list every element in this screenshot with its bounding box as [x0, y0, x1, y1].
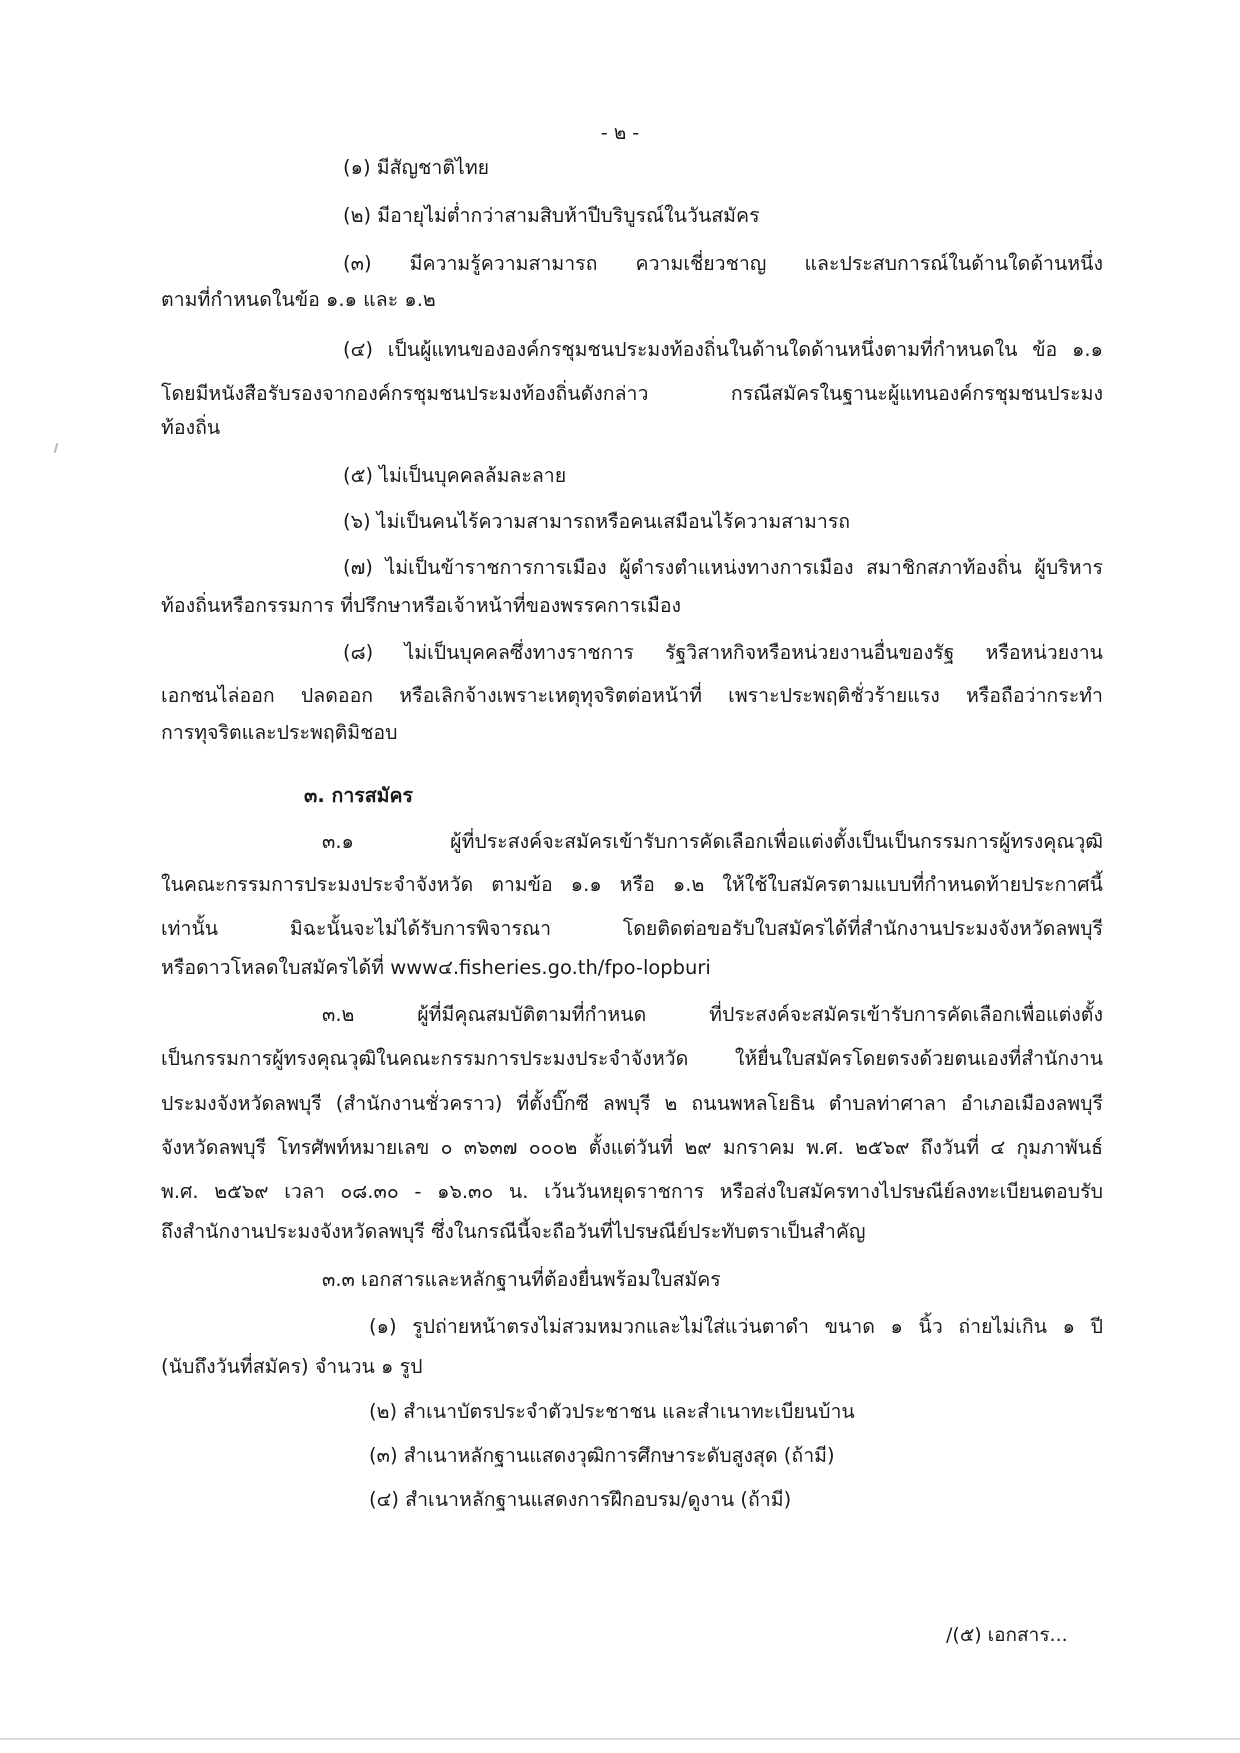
qualification-8-line-3: การทุจริตและประพฤติมิชอบ [161, 721, 398, 744]
document-2: (๒) สำเนาบัตรประจำตัวประชาชน และสำเนาทะเบียนบ้าน [369, 1400, 855, 1423]
section-3-2-line-6: ถึงสำนักงานประมงจังหวัดลพบุรี ซึ่งในกรณีนี้จะถือวันที่ไปรษณีย์ประทับตราเป็นสำคัญ [161, 1220, 866, 1243]
document-4: (๔) สำเนาหลักฐานแสดงการฝึกอบรม/ดูงาน (ถ้ามี) [369, 1488, 792, 1511]
qualification-2: (๒) มีอายุไม่ต่ำกว่าสามสิบห้าปีบริบูรณ์ในวันสมัคร [343, 204, 760, 227]
section-3-3-heading: ๓.๓ เอกสารและหลักฐานที่ต้องยื่นพร้อมใบสมัคร [322, 1268, 721, 1291]
qualification-8-line-1: (๘) ไม่เป็นบุคคลซึ่งทางราชการ รัฐวิสาหกิจหรือหน่วยงานอื่นของรัฐ หรือหน่วยงาน [343, 641, 1103, 664]
section-3-2-line-3: ประมงจังหวัดลพบุรี (สำนักงานชั่วคราว) ที่ตั้งบิ๊กซี ลพบุรี ๒ ถนนพหลโยธิน ตำบลท่าศาลา อำเภอเมืองลพบุรี [161, 1092, 1103, 1115]
qualification-3-line-2: ตามที่กำหนดในข้อ ๑.๑ และ ๑.๒ [161, 288, 436, 311]
section-3-2-line-4: จังหวัดลพบุรี โทรศัพท์หมายเลข ๐ ๓๖๓๗ ๐๐๐๒ ตั้งแต่วันที่ ๒๙ มกราคม พ.ศ. ๒๕๖๙ ถึงวันที่ ๔ กุมภาพันธ์ [161, 1136, 1103, 1159]
qualification-7-line-2: ท้องถิ่นหรือกรรมการ ที่ปรึกษาหรือเจ้าหน้าที่ของพรรคการเมือง [161, 594, 682, 617]
qualification-7-line-1: (๗) ไม่เป็นข้าราชการการเมือง ผู้ดำรงตำแหน่งทางการเมือง สมาชิกสภาท้องถิ่น ผู้บริหาร [343, 556, 1103, 579]
qualification-4-line-1: (๔) เป็นผู้แทนขององค์กรชุมชนประมงท้องถิ่นในด้านใดด้านหนึ่งตามที่กำหนดใน ข้อ ๑.๑ [343, 338, 1103, 361]
section-3-heading: ๓. การสมัคร [304, 784, 414, 807]
section-3-2-line-2: เป็นกรรมการผู้ทรงคุณวุฒิในคณะกรรมการประมงประจำจังหวัด ให้ยื่นใบสมัครโดยตรงด้วยตนเองที่สำนักงาน [161, 1047, 1103, 1070]
scan-speck [54, 443, 59, 453]
document-3: (๓) สำเนาหลักฐานแสดงวุฒิการศึกษาระดับสูงสุด (ถ้ามี) [369, 1444, 835, 1467]
qualification-5: (๕) ไม่เป็นบุคคลล้มละลาย [343, 464, 567, 487]
qualification-6: (๖) ไม่เป็นคนไร้ความสามารถหรือคนเสมือนไร้ความสามารถ [343, 510, 851, 533]
qualification-4-line-3: ท้องถิ่น [161, 416, 221, 439]
section-3-2-line-5: พ.ศ. ๒๕๖๙ เวลา ๐๘.๓๐ - ๑๖.๓๐ น. เว้นวันหยุดราชการ หรือส่งใบสมัครทางไปรษณีย์ลงทะเบียนตอบรับ [161, 1180, 1103, 1203]
section-3-1-line-4: หรือดาวโหลดใบสมัครได้ที่ www๔.fisheries.go.th/fpo-lopburi [161, 956, 711, 979]
page-number: - ๒ - [600, 122, 640, 144]
document-1-line-1: (๑) รูปถ่ายหน้าตรงไม่สวมหมวกและไม่ใส่แว่นตาดำ ขนาด ๑ นิ้ว ถ่ายไม่เกิน ๑ ปี [369, 1315, 1103, 1338]
document-1-line-2: (นับถึงวันที่สมัคร) จำนวน ๑ รูป [161, 1355, 423, 1378]
section-3-1-line-2: ในคณะกรรมการประมงประจำจังหวัด ตามข้อ ๑.๑ หรือ ๑.๒ ให้ใช้ใบสมัครตามแบบที่กำหนดท้ายประกาศนี้ [161, 873, 1103, 896]
continuation-note: /(๕) เอกสาร... [946, 1624, 1068, 1646]
section-3-1-line-1: ๓.๑ ผู้ที่ประสงค์จะสมัครเข้ารับการคัดเลือกเพื่อแต่งตั้งเป็นเป็นกรรมการผู้ทรงคุณวุฒิ [322, 830, 1103, 853]
qualification-4-line-2: โดยมีหนังสือรับรองจากองค์กรชุมชนประมงท้องถิ่นดังกล่าว กรณีสมัครในฐานะผู้แทนองค์กรชุมชนประมง [161, 382, 1103, 405]
scan-edge-line [0, 1738, 1240, 1740]
section-3-2-line-1: ๓.๒ ผู้ที่มีคุณสมบัติตามที่กำหนด ที่ประสงค์จะสมัครเข้ารับการคัดเลือกเพื่อแต่งตั้ง [322, 1003, 1103, 1026]
qualification-3-line-1: (๓) มีความรู้ความสามารถ ความเชี่ยวชาญ และประสบการณ์ในด้านใดด้านหนึ่ง [343, 252, 1103, 275]
qualification-1: (๑) มีสัญชาติไทย [343, 156, 490, 179]
qualification-8-line-2: เอกชนไล่ออก ปลดออก หรือเลิกจ้างเพราะเหตุทุจริตต่อหน้าที่ เพราะประพฤติชั่วร้ายแรง หรือถือว่ากระทำ [161, 684, 1103, 707]
section-3-1-line-3: เท่านั้น มิฉะนั้นจะไม่ได้รับการพิจารณา โดยติดต่อขอรับใบสมัครได้ที่สำนักงานประมงจังหวัดลพบุรี [161, 917, 1103, 940]
